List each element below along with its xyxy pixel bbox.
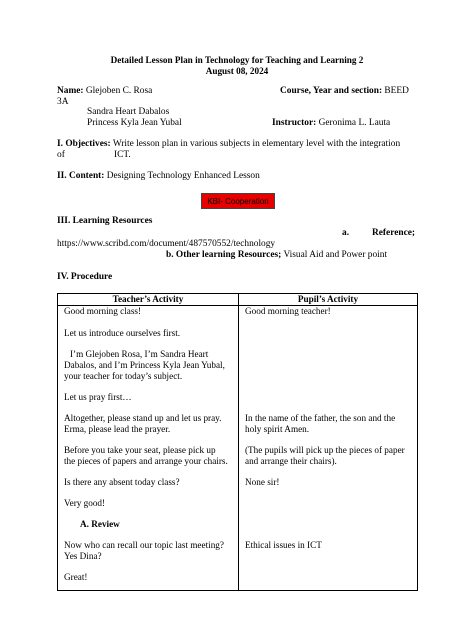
course-label: Course, Year and section: (280, 86, 383, 96)
teacher-line: Erma, please lead the prayer. (64, 424, 171, 434)
teacher-line: the pieces of papers and arrange your chairs. (64, 456, 228, 466)
content-label: II. Content: (57, 171, 105, 181)
pupil-line: Ethical issues in ICT (245, 540, 322, 550)
instructor-label: Instructor: (272, 118, 317, 128)
pupil-line: (The pupils will pick up the pieces of paper (245, 445, 405, 455)
course-continuation: 3A (57, 97, 69, 107)
pupil-column-header: Pupil’s Activity (239, 294, 418, 306)
teacher-line: Is there any absent today class? (64, 477, 180, 487)
table-row (58, 306, 418, 591)
other-resources-label: b. Other learning Resources; (166, 250, 282, 260)
teacher-line: your teacher for today’s subject. (64, 371, 183, 381)
review-heading: A. Review (80, 519, 120, 529)
teacher-line: Great! (64, 572, 88, 582)
reference-label: Reference; (372, 228, 416, 238)
reference-letter: a. (342, 228, 350, 238)
teacher-line: Very good! (64, 498, 106, 508)
table-header-row (58, 294, 418, 306)
teacher-line: Good morning class! (64, 306, 142, 316)
name-value-1: Glejoben C. Rosa (85, 86, 153, 96)
objectives-ict: ICT. (114, 150, 131, 160)
content-line (57, 171, 260, 183)
teacher-line: Let us pray first… (64, 392, 132, 402)
kbi-badge: KBI- Cooperation (201, 193, 275, 209)
objectives-line (57, 139, 400, 151)
instructor-value: Geronima L. Lauta (318, 118, 391, 128)
name-line (57, 86, 152, 98)
teacher-line: Yes Dina? (64, 551, 102, 561)
course-line (280, 86, 409, 98)
objectives-label: I. Objectives: (57, 139, 111, 149)
objectives-text: Write lesson plan in various subjects in elementary level with the integration (112, 139, 401, 149)
pupil-line: In the name of the father, the son and the (245, 413, 396, 423)
other-resources-line (166, 250, 387, 262)
course-value: BEED (384, 86, 409, 96)
pupil-line: holy spirit Amen. (245, 424, 310, 434)
name-label: Name: (57, 86, 84, 96)
teacher-line: Dabalos, and I’m Princess Kyla Jean Yubal, (64, 360, 225, 370)
pupil-activity-cell (239, 306, 418, 591)
name-value-2: Sandra Heart Dabalos (87, 107, 170, 117)
objectives-of: of (57, 150, 65, 160)
instructor-line (272, 118, 390, 130)
teacher-line: Now who can recall our topic last meeting? (64, 540, 224, 550)
procedure-table (57, 293, 418, 591)
teacher-line: Before you take your seat, please pick up (64, 445, 216, 455)
pupil-line: and arrange their chairs). (245, 456, 337, 466)
teacher-line: Altogether, please stand up and let us pray. (64, 413, 222, 423)
document-date: August 08, 2024 (205, 66, 269, 76)
teacher-line: Let us introduce ourselves first. (64, 328, 181, 338)
content-value: Designing Technology Enhanced Lesson (106, 171, 260, 181)
resources-label: III. Learning Resources (57, 216, 153, 226)
teacher-activity-cell (58, 306, 239, 591)
procedure-label: IV. Procedure (57, 272, 113, 282)
pupil-line: Good morning teacher! (245, 306, 331, 316)
teacher-column-header: Teacher’s Activity (58, 294, 239, 306)
teacher-line: I’m Glejoben Rosa, I’m Sandra Heart (70, 349, 209, 359)
other-resources-value: Visual Aid and Power point (283, 250, 388, 260)
name-value-3: Princess Kyla Jean Yubal (87, 118, 182, 128)
pupil-line: None sir! (245, 477, 280, 487)
reference-url[interactable]: https://www.scribd.com/document/487570552/technology (57, 239, 276, 249)
document-title: Detailed Lesson Plan in Technology for Teaching and Learning 2 (110, 55, 364, 65)
